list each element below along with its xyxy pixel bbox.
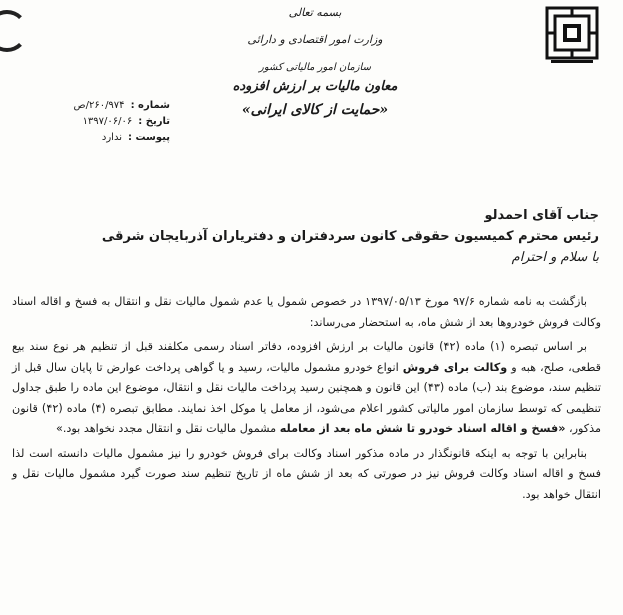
paragraph-2 <box>12 337 601 440</box>
number-label: شماره : <box>130 100 170 111</box>
number-value: ۲۶۰/۹۷۴/ص <box>73 100 125 111</box>
number-row <box>50 98 170 114</box>
attachment-row <box>50 130 170 146</box>
tax-organization-emblem-icon <box>545 6 599 64</box>
recipient-block <box>20 208 599 265</box>
letterhead <box>150 6 480 118</box>
date-value: ۱۳۹۷/۰۶/۰۶ <box>82 116 133 127</box>
letter-meta <box>50 98 170 146</box>
deputy-title: معاون مالیات بر ارزش افزوده <box>232 79 398 94</box>
greeting: با سلام و احترام <box>511 250 599 265</box>
paragraph-2-part-c: مشمول مالیات نقل و انتقال مجدد نخواهد بود.» <box>56 422 280 435</box>
organization-name: سازمان امور مالیاتی کشور <box>259 62 371 73</box>
attachment-label: پیوست : <box>127 132 170 143</box>
recipient-name: جناب آقای احمدلو <box>484 208 599 223</box>
paragraph-2-part-b: انواع خودرو مشمول مالیات، رسید و یا گواهی پرداخت عوارض تا پایان سال قبل از تنظیم سند، موضوع بند (ب) ماده (۴۳) این قانون و همچنین رسید پرداخت مالیات نقل و انتقال، موضوع این ماده را طبق جداول تنظیمی که توسط سازمان امور مالیاتی کشور اعلام می‌شود، از معامل یا موکل اخذ نمایند. مطابق تبصره (۴) ماده (۴۲) قانون مذکور، <box>12 360 601 435</box>
date-label: تاریخ : <box>138 116 170 127</box>
partial-emblem-icon <box>0 10 28 52</box>
bismillah: بسمه تعالی <box>288 6 342 19</box>
ministry-name: وزارت امور اقتصادی و دارائی <box>247 33 383 46</box>
paragraph-2-part-a: بر اساس تبصره (۱) ماده (۴۲) قانون مالیات بر ارزش افزوده، دفاتر اسناد رسمی مکلفند قبل از تنظیم هر نوع سند بیع قطعی، صلح، هبه و <box>12 340 601 374</box>
paragraph-3: بنابراین با توجه به اینکه قانونگذار در ماده مذکور اسناد وکالت برای فروش خودرو را نیز مشمول مالیات دانسته است لذا فسخ و اقاله اسناد وکالت فروش نیز در صورتی که بعد از شش ماه از تاریخ تنظیم سند صورت گیرد مشمول مالیات نقل و انتقال خواهد بود. <box>12 446 601 501</box>
attachment-value: ندارد <box>101 132 122 143</box>
paragraph-2-bold-1: وکالت برای فروش <box>402 360 508 374</box>
paragraph-1: بازگشت به نامه شماره ۹۷/۶ مورخ ۱۳۹۷/۰۵/۱۳ در خصوص شمول یا عدم شمول مالیات نقل و انتقال به فسخ و اقاله اسناد وکالت فروش خودروها بعد از شش ماه، به استحضار می‌رساند: <box>12 295 601 329</box>
slogan: «حمایت از کالای ایرانی» <box>241 102 389 118</box>
letter-body <box>12 292 601 509</box>
paragraph-2-bold-2: «فسخ و اقاله اسناد خودرو تا شش ماه بعد از معامله <box>279 422 566 435</box>
recipient-title: رئیس محترم کمیسیون حقوقی کانون سردفتران و دفتریاران آذربایجان شرقی <box>101 229 599 244</box>
date-row <box>50 114 170 130</box>
